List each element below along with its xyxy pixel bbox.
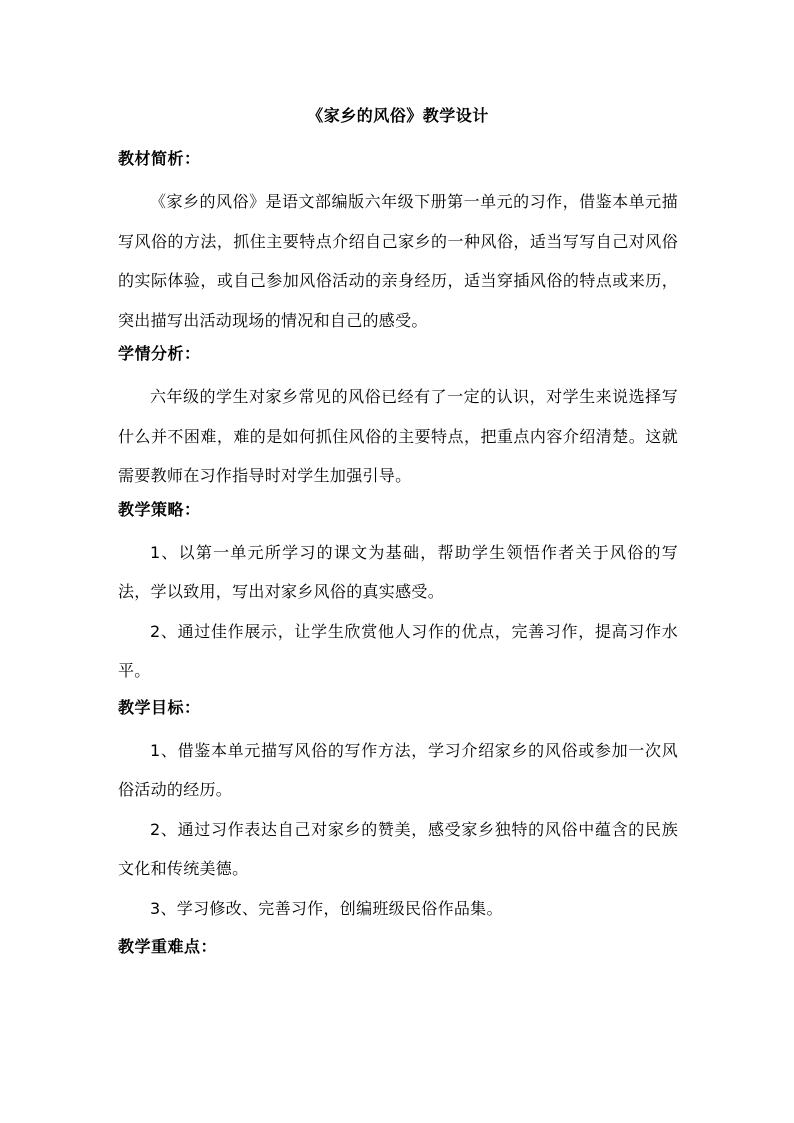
section-heading-students: 学情分析： [118, 344, 201, 363]
paragraph-textbook: 《家乡的风俗》是语文部编版六年级下册第一单元的习作，借鉴本单元描写风俗的方法，抓住主要特点介绍自己家乡的一种风俗，适当写写自己对风俗的实际体验，或自己参加风俗活动的亲身经历，适当穿插风俗的特点或来历，突出描写出活动现场的情况和自己的感受。 [118, 192, 678, 330]
section-heading-keypoints: 教学重难点： [118, 937, 218, 956]
paragraph-students: 六年级的学生对家乡常见的风俗已经有了一定的认识，对学生来说选择写什么并不困难，难的是如何抓住风俗的主要特点，把重点内容介绍清楚。这就需要教师在习作指导时对学生加强引导。 [118, 387, 678, 485]
list-item-goal-1: 1、借鉴本单元描写风俗的写作方法，学习介绍家乡的风俗或参加一次风俗活动的经历。 [118, 740, 678, 799]
list-item-goal-3: 3、学习修改、完善习作，创编班级民俗作品集。 [150, 898, 503, 918]
document-body [118, 103, 678, 977]
document-title: 《家乡的风俗》教学设计 [307, 106, 489, 125]
section-heading-goals: 教学目标： [118, 697, 201, 717]
section-heading-strategy: 教学策略： [118, 499, 201, 519]
list-item-strategy-1: 1、以第一单元所学习的课文为基础，帮助学生领悟作者关于风俗的写法，学以致用，写出对家乡风俗的真实感受。 [118, 542, 678, 601]
section-heading-textbook: 教材简析： [118, 149, 201, 168]
list-item-strategy-2: 2、通过佳作展示，让学生欣赏他人习作的优点，完善习作，提高习作水平。 [118, 621, 678, 680]
list-item-goal-2: 2、通过习作表达自己对家乡的赞美，感受家乡独特的风俗中蕴含的民族文化和传统美德。 [118, 819, 678, 878]
